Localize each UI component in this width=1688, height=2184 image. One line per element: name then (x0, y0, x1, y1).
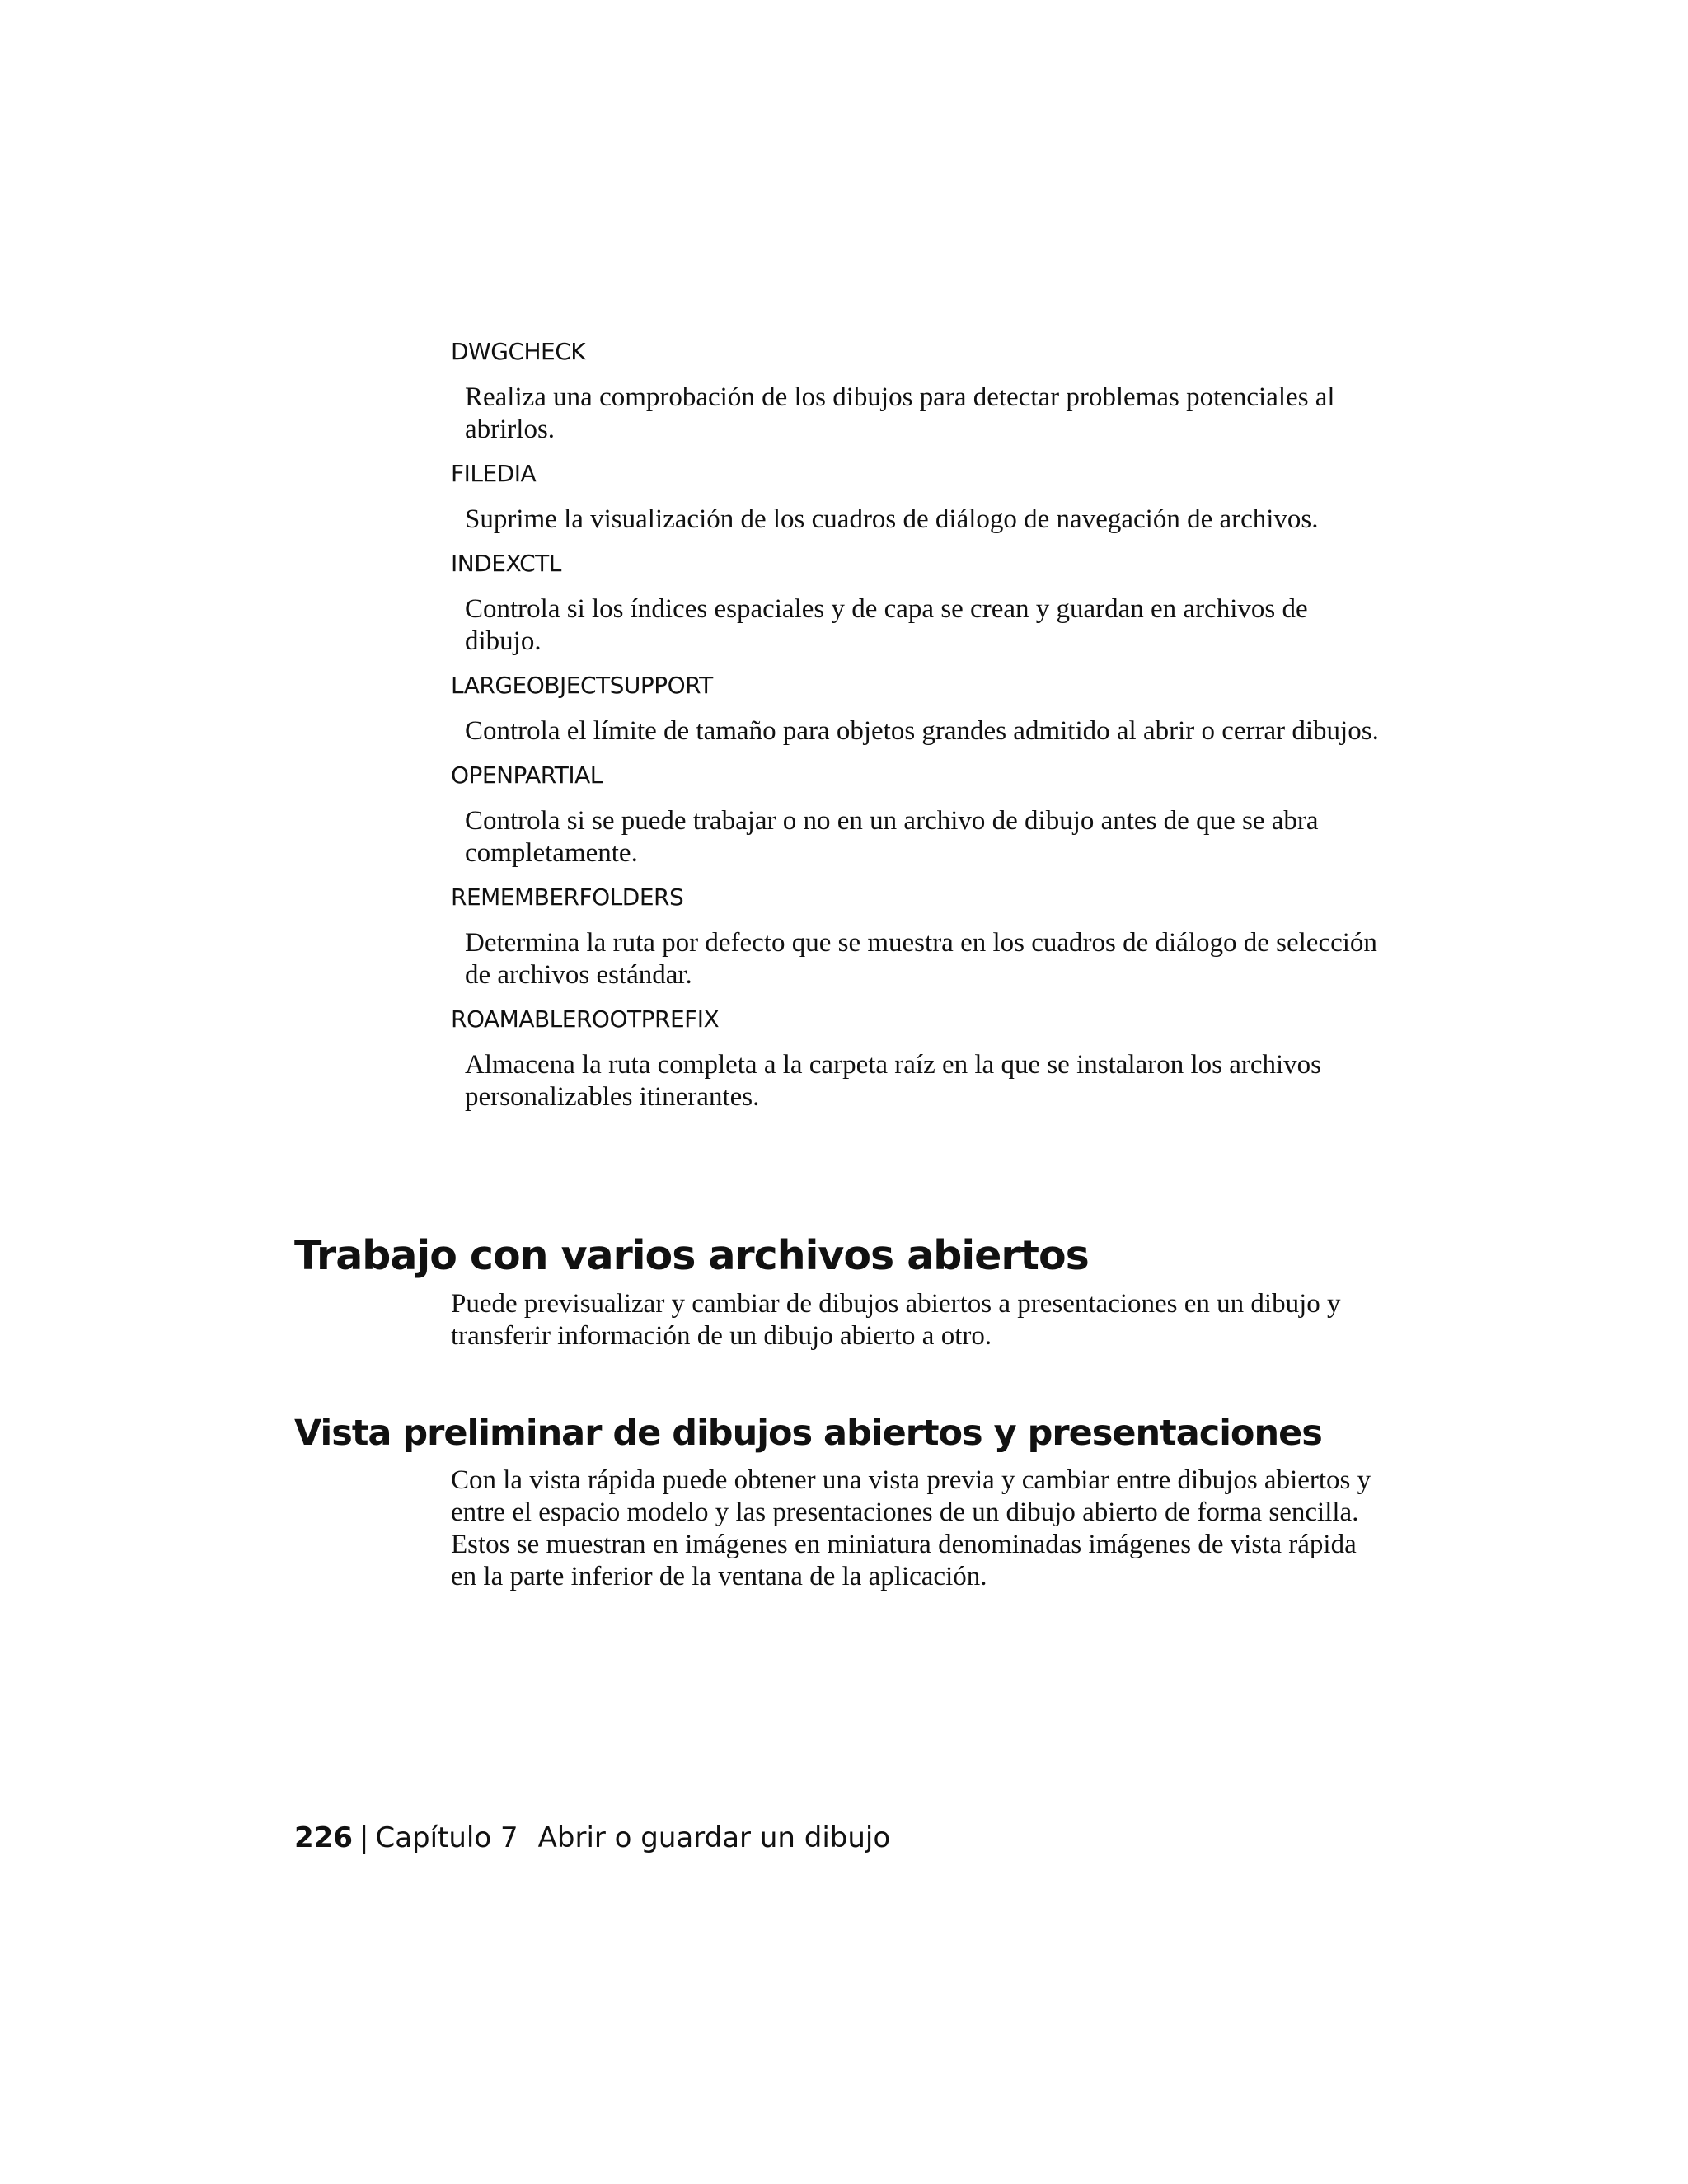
footer-separator: | (359, 1821, 369, 1854)
section-body-multiple-files: Puede previsualizar y cambiar de dibujos abiertos a presentaciones en un dibujo y transferir información de un dibujo abierto a otro. (451, 1289, 1341, 1351)
variable-description: Realiza una comprobación de los dibujos para detectar problemas potenciales al abrirlos. (465, 382, 1335, 444)
page-footer (294, 1820, 890, 1856)
variable-description: Controla si se puede trabajar o no en un archivo de dibujo antes de que se abra completamente. (465, 806, 1319, 868)
page-number: 226 (294, 1821, 353, 1854)
variable-name: OPENPARTIAL (451, 762, 603, 789)
variable-name: INDEXCTL (451, 550, 561, 577)
system-variables-list (451, 336, 1382, 1126)
chapter-title: Abrir o guardar un dibujo (537, 1821, 891, 1854)
section-body-preview: Con la vista rápida puede obtener una vista previa y cambiar entre dibujos abiertos y entre el espacio modelo y las presentaciones de un dibujo abierto de forma sencilla. Estos se muestran en imágenes en miniatura denominadas imágenes de vista rápida en la parte inferior de la ventana de la aplicación. (451, 1465, 1372, 1591)
section-heading-preview: Vista preliminar de dibujos abiertos y presentaciones (294, 1413, 1322, 1454)
variable-description: Controla el límite de tamaño para objetos grandes admitido al abrir o cerrar dibujos. (465, 716, 1379, 746)
variable-description: Determina la ruta por defecto que se muestra en los cuadros de diálogo de selección de archivos estándar. (465, 928, 1377, 990)
chapter-label: Capítulo 7 (375, 1821, 518, 1854)
variable-name: REMEMBERFOLDERS (451, 883, 684, 911)
variable-description: Suprime la visualización de los cuadros de diálogo de navegación de archivos. (465, 504, 1319, 534)
variable-description: Controla si los índices espaciales y de capa se crean y guardan en archivos de dibujo. (465, 594, 1308, 656)
section-heading-multiple-files: Trabajo con varios archivos abiertos (294, 1232, 1089, 1279)
variable-name: FILEDIA (451, 460, 537, 487)
variable-name: DWGCHECK (451, 338, 586, 365)
variable-name: LARGEOBJECTSUPPORT (451, 672, 713, 699)
variable-name: ROAMABLEROOTPREFIX (451, 1005, 720, 1033)
variable-description: Almacena la ruta completa a la carpeta raíz en la que se instalaron los archivos personalizables itinerantes. (465, 1050, 1322, 1112)
